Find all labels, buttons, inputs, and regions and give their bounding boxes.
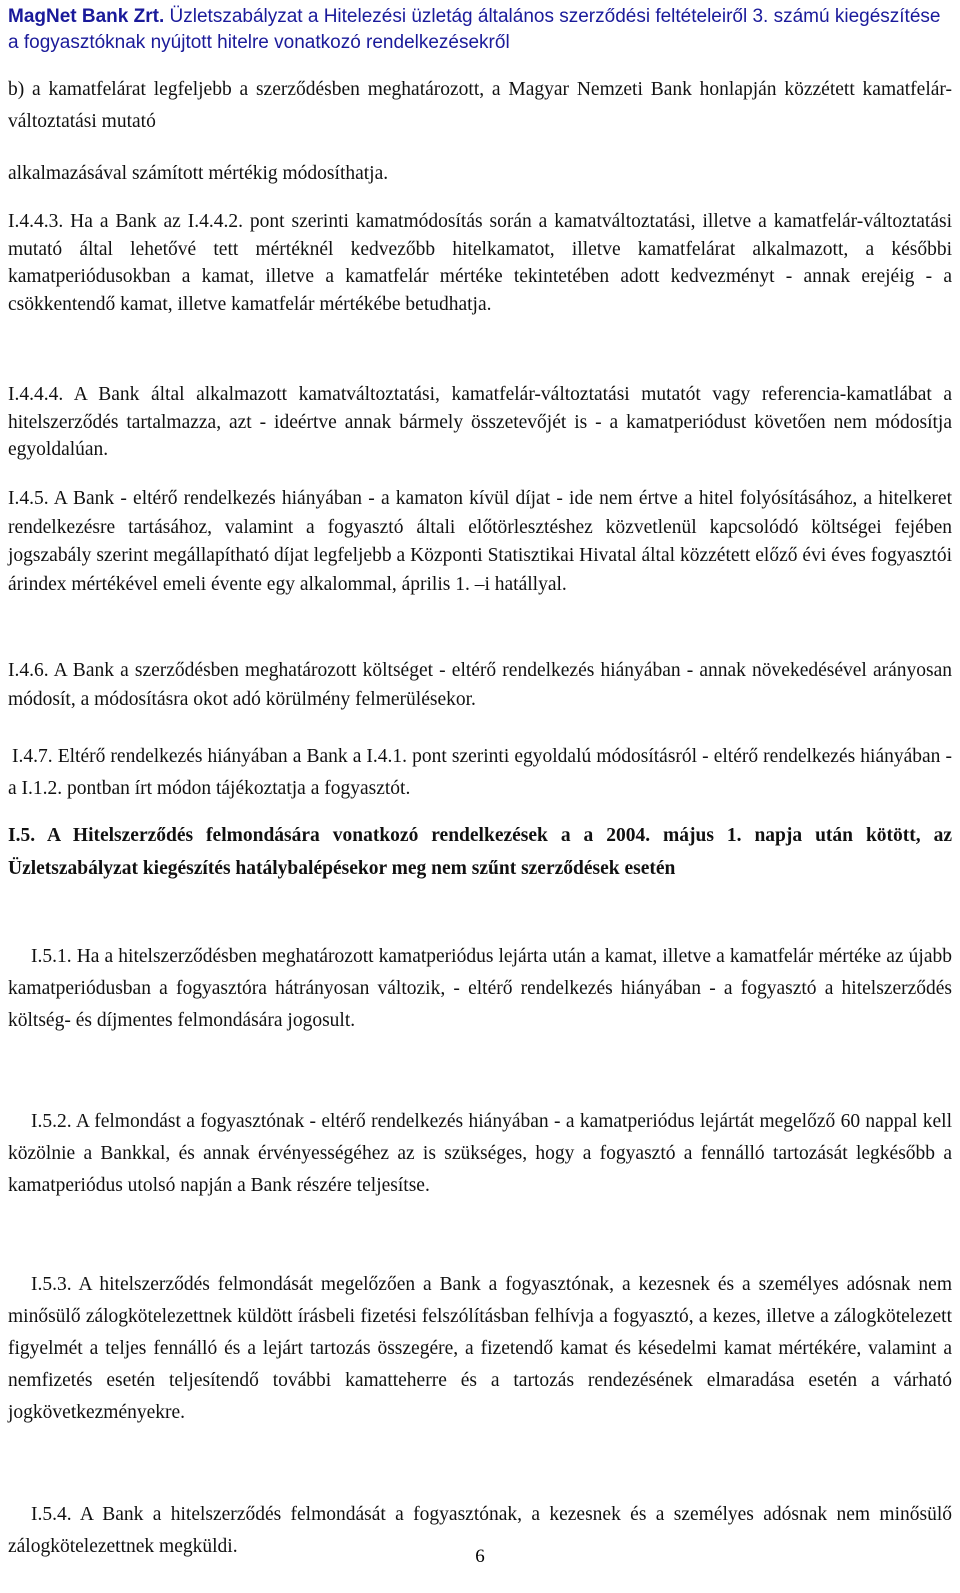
paragraph-i444: I.4.4.4. A Bank által alkalmazott kamatváltoztatási, kamatfelár-változtatási mutatót vagy referencia-kamatlábat a hitelszerződés tartalmazza, azt - ideértve annak bármely összetevőjét is - a kamatperiódust követően nem módosítja egyoldalúan. [8, 384, 952, 460]
paragraph-i52: I.5.2. A felmondást a fogyasztónak - eltérő rendelkezés hiányában - a kamatperiódus lejártát megelőző 60 nappal kell közölnie a Bankkal, és annak érvényességéhez az is szükséges, hogy a fogyasztó a fennálló tartozását legkésőbb a kamatperiódus utolsó napján a Bank részére teljesítse. [8, 1111, 952, 1196]
paragraph-i46: I.4.6. A Bank a szerződésben meghatározott költséget - eltérő rendelkezés hiányában - annak növekedésével arányosan módosít, a módosításra okot adó körülmény felmerülésekor. [8, 660, 952, 710]
paragraph-i51: I.5.1. Ha a hitelszerződésben meghatározott kamatperiódus lejárta után a kamat, illetve a kamatfelár mértéke az újabb kamatperiódusban a fogyasztóra hátrányosan változik, - eltérő rendelkezés hiányában - a fogyasztó a hitelszerződés költség- és díjmentes felmondására jogosult. [8, 946, 952, 1031]
page-number: 6 [475, 1546, 485, 1567]
section-heading-i5: I.5. A Hitelszerződés felmondására vonatkozó rendelkezések a a 2004. május 1. napja után kötött, az Üzletszabályzat kiegészítés hatálybalépésekor meg nem szűnt szerződések esetén [8, 825, 952, 879]
header-title: Üzletszabályzat a Hitelezési üzletág általános szerződési feltételeiről 3. számú kiegészítése a fogyasztóknak nyújtott hitelre vonatkozó rendelkezésekről [8, 6, 941, 53]
paragraph-i47: I.4.7. Eltérő rendelkezés hiányában a Bank a I.4.1. pont szerinti egyoldalú módosításról - eltérő rendelkezés hiányában - a I.1.2. pontban írt módon tájékoztatja a fogyasztót. [8, 746, 952, 799]
paragraph-b-part2: alkalmazásával számított mértékig módosíthatja. [8, 163, 389, 184]
paragraph-i54: I.5.4. A Bank a hitelszerződés felmondását a fogyasztónak, a kezesnek és a személyes adósnak nem minősülő zálogkötelezettnek megküldi. [8, 1504, 952, 1557]
paragraph-b-part1: b) a kamatfelárat legfeljebb a szerződésben meghatározott, a Magyar Nemzeti Bank honlapján közzétett kamatfelár-változtatási mutató [8, 79, 952, 132]
header-bank-name: MagNet Bank Zrt. [8, 6, 165, 27]
paragraph-i443: I.4.4.3. Ha a Bank az I.4.4.2. pont szerinti kamatmódosítás során a kamatváltoztatási, illetve a kamatfelár-változtatási mutató által lehetővé tett mértéknél kedvezőbb hitelkamatot, illetve kamatfelárat alkalmazott, a későbbi kamatperiódusokban a kamat, illetve a kamatfelár mértéke tekintetében adott kedvezményt - annak erejéig - a csökkentendő kamat, illetve kamatfelár mértékébe betudhatja. [8, 211, 952, 315]
running-header [8, 4, 952, 56]
paragraph-i53: I.5.3. A hitelszerződés felmondását megelőzően a Bank a fogyasztónak, a kezesnek és a személyes adósnak nem minősülő zálogkötelezettnek küldött írásbeli fizetési felszólításban felhívja a fogyasztó, a kezes, illetve a zálogkötelezett figyelmét a teljes fennálló és a lejárt tartozás összegére, a fizetendő kamat és késedelmi kamat mértékére, valamint a nemfizetés esetén teljesítendő további kamatteherre és a tartozás rendezésének elmaradása esetén a várható jogkövetkezményekre. [8, 1274, 952, 1423]
paragraph-i45: I.4.5. A Bank - eltérő rendelkezés hiányában - a kamaton kívül díjat - ide nem értve a hitel folyósításához, a hitelkeret rendelkezésre tartásához, valamint a fogyasztó általi előtörlesztéshez közvetlenül kapcsolódó költségei fejében jogszabály szerint megállapítható díjat legfeljebb a Központi Statisztikai Hivatal által közzétett előző évi éves fogyasztói árindex mértékével emeli évente egy alkalommal, április 1. –i hatállyal. [8, 488, 952, 595]
